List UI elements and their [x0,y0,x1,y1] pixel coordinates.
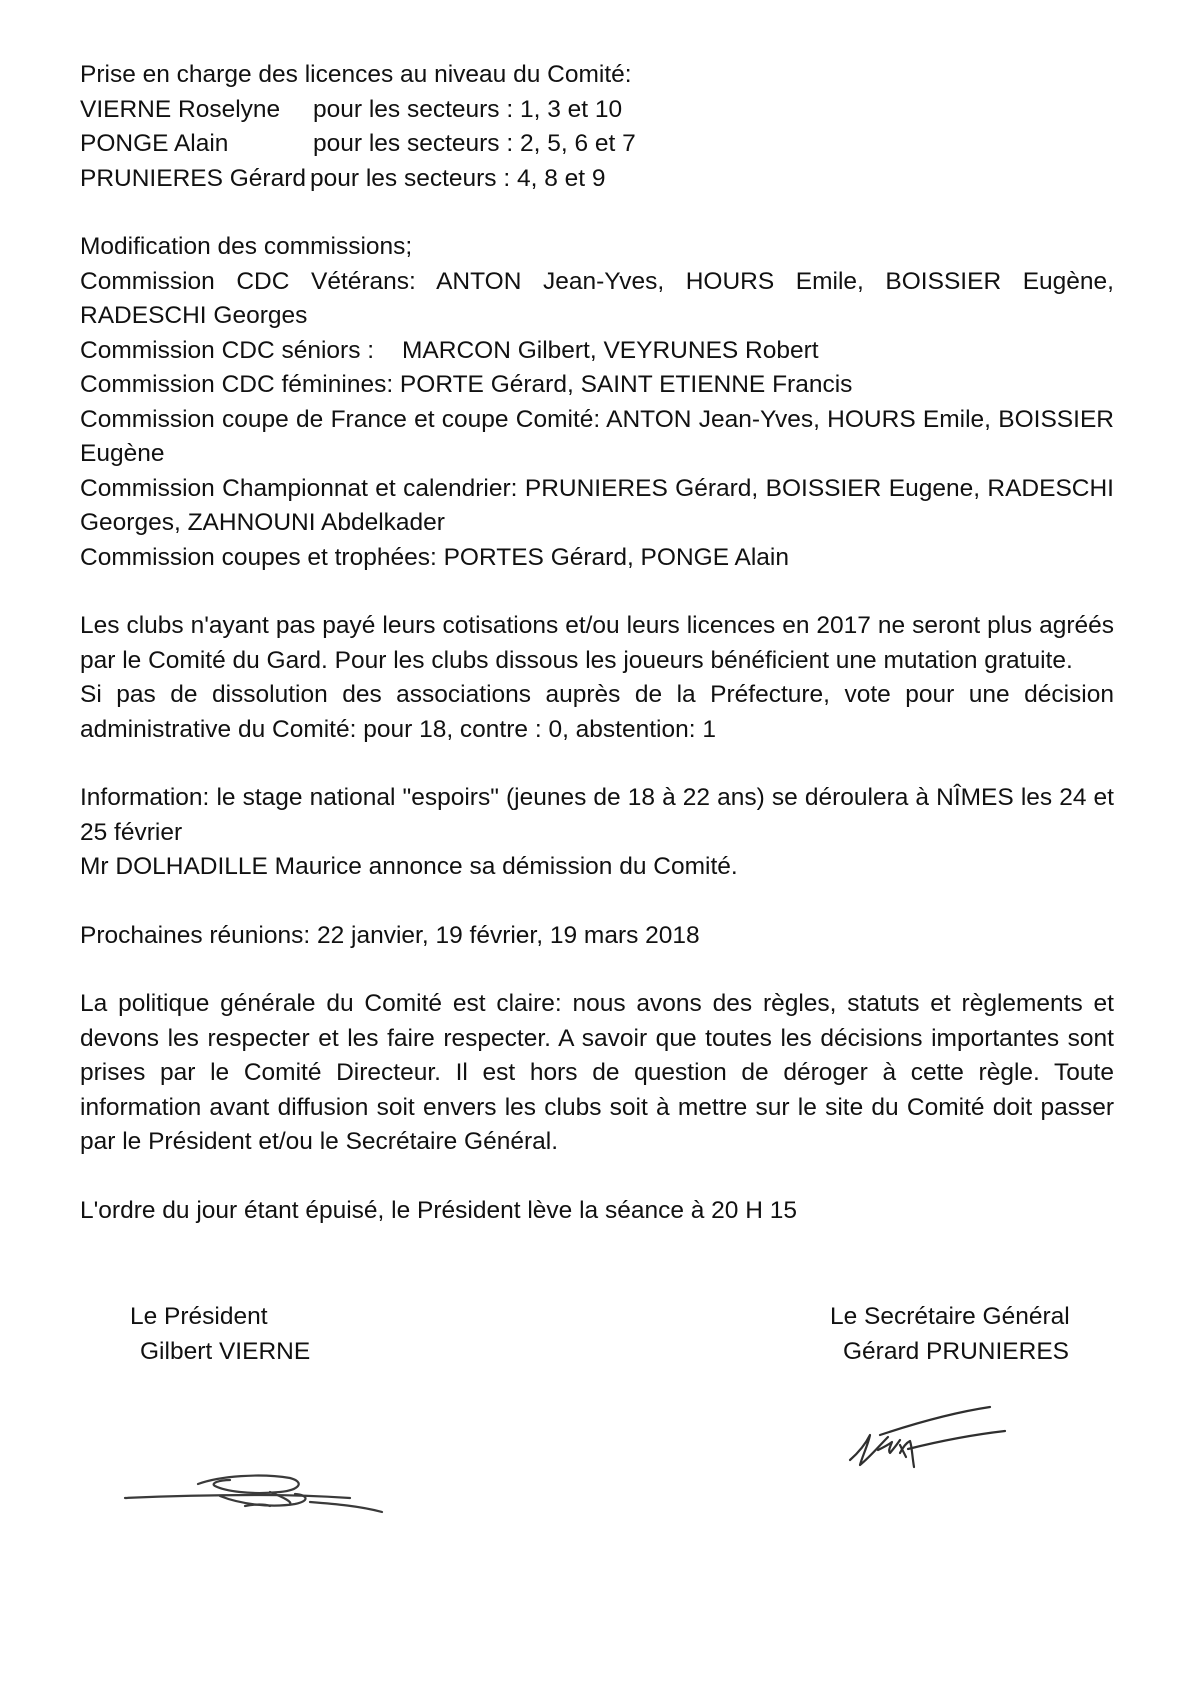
commission-seniors-members: MARCON Gilbert, VEYRUNES Robert [402,336,819,364]
president-title: Le Président [130,1303,268,1330]
licences-heading: Prise en charge des licences au niveau du Comité: [80,61,632,88]
commission-trophees: Commission coupes et trophées: PORTES Gérard, PONGE Alain [80,543,789,571]
clubs-section [80,609,1114,747]
secretary-name: Gérard PRUNIERES [843,1337,1070,1365]
licence-holder: PONGE Alain [80,130,229,157]
commissions-section [80,230,1114,575]
president-signature-block [130,1300,310,1369]
secretary-signature-block [830,1300,1070,1369]
clubs-paragraph: Les clubs n'ayant pas payé leurs cotisations et/ou leurs licences en 2017 ne seront plus agréés par le Comité du Gard. Pour les clubs dissous les joueurs bénéficient une mutation gratuite. [80,612,1114,674]
stage-information: Information: le stage national "espoirs" (jeunes de 18 à 22 ans) se déroulera à NÎMES les 24 et 25 février [80,784,1114,846]
licence-row [80,127,1114,162]
secretary-title: Le Secrétaire Général [830,1303,1070,1330]
next-meetings: Prochaines réunions: 22 janvier, 19 février, 19 mars 2018 [80,921,700,949]
commission-championnat: Commission Championnat et calendrier: PRUNIERES Gérard, BOISSIER Eugene, RADESCHI Georges, ZAHNOUNI Abdelkader [80,474,1114,536]
commissions-heading: Modification des commissions; [80,233,413,260]
demission-notice: Mr DOLHADILLE Maurice annonce sa démission du Comité. [80,853,738,880]
licence-sectors: pour les secteurs : 2, 5, 6 et 7 [313,130,636,157]
licence-sectors: pour les secteurs : 4, 8 et 9 [310,164,606,192]
commission-veterans: Commission CDC Vétérans: ANTON Jean-Yves, HOURS Emile, BOISSIER Eugène, RADESCHI Georges [80,267,1114,329]
commission-seniors-label: Commission CDC séniors : [80,336,375,364]
document-body [80,58,1114,1228]
licence-row [80,162,1114,197]
president-name: Gilbert VIERNE [140,1337,311,1365]
secretary-handwritten-signature [840,1405,1030,1495]
commission-seniors [80,334,1114,369]
licences-section [80,58,1114,196]
commission-coupe-france: Commission coupe de France et coupe Comité: ANTON Jean-Yves, HOURS Emile, BOISSIER Eugène [80,405,1114,467]
information-section [80,781,1114,885]
licence-sectors: pour les secteurs : 1, 3 et 10 [313,95,623,123]
president-handwritten-signature [120,1440,400,1530]
commission-feminines: Commission CDC féminines: PORTE Gérard, SAINT ETIENNE Francis [80,371,853,398]
licence-holder: VIERNE Roselyne [80,95,281,123]
licence-row [80,93,1114,128]
closing-statement: L'ordre du jour étant épuisé, le Président lève la séance à 20 H 15 [80,1196,797,1224]
general-policy-paragraph: La politique générale du Comité est claire: nous avons des règles, statuts et règlements et devons les respecter et les faire respecter. A savoir que toutes les décisions importantes sont prises par le Comité Directeur. Il est hors de question de déroger à cette règle. Toute information avant diffusion soit envers les clubs soit à mettre sur le site du Comité doit passer par le Président et/ou le Secrétaire Général. [80,990,1114,1155]
licence-holder: PRUNIERES Gérard [80,164,307,192]
dissolution-paragraph: Si pas de dissolution des associations auprès de la Préfecture, vote pour une décision administrative du Comité: pour 18, contre : 0, abstention: 1 [80,681,1114,743]
